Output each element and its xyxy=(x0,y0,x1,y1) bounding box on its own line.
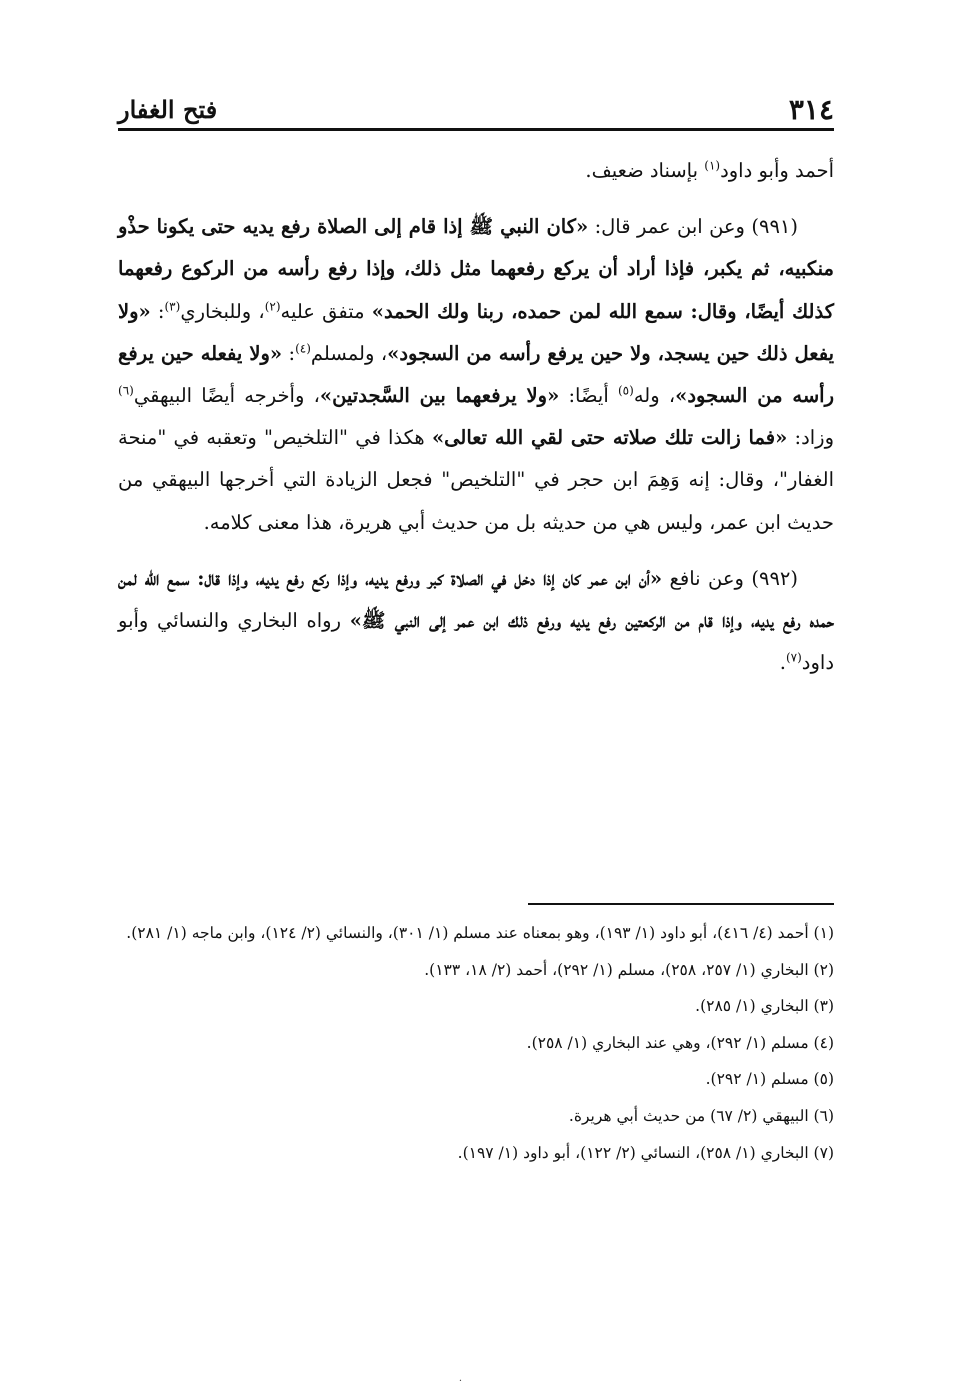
text-run: : xyxy=(282,341,296,365)
paragraph-continuation xyxy=(118,150,834,192)
hadith-quote: «ولا يرفعهما بين السَّجدتين» xyxy=(319,384,560,408)
text-run: أحمد وأبو داود xyxy=(720,159,834,182)
text-run: بإسناد ضعيف. xyxy=(585,159,705,182)
hadith-991 xyxy=(118,206,834,544)
footnote-7: (٧) البخاري (١/ ٢٥٨)، النسائي (٢/ ١٢٢)، أبو داود (١/ ١٩٧). xyxy=(457,1143,834,1162)
hadith-quote: «ولا يفعل ذلك حين يسجد، ولا حين يرفع رأسه من السجود» xyxy=(118,299,835,365)
footnote-3: (٣) البخاري (١/ ٢٨٥). xyxy=(695,997,834,1016)
footnote-ref: (٤) xyxy=(295,341,311,356)
text-run: أيضًا: xyxy=(559,384,618,408)
hadith-quote: «فما زالت تلك صلاته حتى لقي الله تعالى» xyxy=(431,426,788,450)
footnote-ref: (١) xyxy=(704,158,721,173)
footnote-ref: (٧) xyxy=(785,650,802,665)
footnote-separator xyxy=(528,903,834,905)
footnote-4: (٤) مسلم (١/ ٢٩٢)، وهي عند البخاري (١/ ٢٥٨). xyxy=(526,1033,834,1052)
running-title: فتح الغفار xyxy=(118,94,218,124)
main-text xyxy=(118,150,834,698)
footnote-ref: (٢) xyxy=(264,299,281,314)
text-run: (٩٩١) وعن ابن عمر قال: xyxy=(588,215,799,239)
footnote-5: (٥) مسلم (١/ ٢٩٢). xyxy=(705,1070,834,1089)
text-run: وزاد: xyxy=(787,426,834,450)
header-rule xyxy=(118,128,834,131)
hadith-quote: «كان النبي ﷺ إذا قام إلى الصلاة رفع يديه حتى يكونا حذْو منكبيه، ثم يكبر، فإذا أراد أن يركع رفعهما مثل ذلك، وإذا رفع رأسه من الركوع رفعهما كذلك أيضًا، وقال: سمع الله لمن حمده، ربنا ولك الحمد» xyxy=(118,215,834,323)
text-run: هكذا في "التلخيص" وتعقبه في "منحة الغفار"، وقال: إنه وَهِمَ ابن حجر في "التلخيص" فجعل الزيادة التي أخرجها البيهقي من حديث ابن عمر، وليس هي من حديثه بل من حديث أبي هريرة، هذا معنى كلامه. xyxy=(118,426,834,534)
footnote-2: (٢) البخاري (١/ ٢٥٧، ٢٥٨)، مسلم (١/ ٢٩٢)، أحمد (٢/ ١٨، ١٣٣). xyxy=(424,960,834,979)
footnote-ref: (٦) xyxy=(118,383,134,398)
footnotes-list xyxy=(118,915,834,1171)
text-run: ، وأخرجه أيضًا البيهقي xyxy=(133,384,320,408)
text-run: رواه البخاري والنسائي وأبو داود xyxy=(118,609,834,675)
footnote-6: (٦) البيهقي (٢/ ٦٧) من حديث أبي هريرة. xyxy=(568,1106,834,1125)
footnote-1: (١) أحمد (٤/ ٤١٦)، أبو داود (١/ ١٩٣)، وهو بمعناه عند مسلم (١/ ٣٠١)، والنسائي (٢/ ١٢٤)، وابن ماجه (١/ ٢٨١). xyxy=(126,924,834,942)
text-run: : xyxy=(150,299,165,323)
scan-mark: · xyxy=(458,1376,462,1387)
text-run: ، وللبخاري xyxy=(180,299,265,323)
page-header xyxy=(118,92,834,126)
footnote-ref: (٥) xyxy=(617,383,634,398)
text-run: متفق عليه xyxy=(280,299,372,323)
hadith-quote: «أن ابن عمر كان إذا دخل في الصلاة كبر ورفع يديه، وإذا ركع رفع يديه، وإذا قال: سمع الله لمن حمده رفع يديه، وإذا قام من الركعتين رفع يديه ورفع ذلك ابن عمر إلى النبي ﷺ» xyxy=(118,566,834,633)
hadith-quote: «ولا يفعله حين يرفع رأسه من السجود» xyxy=(118,341,834,408)
text-run: (٩٩٢) وعن نافع xyxy=(662,566,799,590)
page-number: ٣١٤ xyxy=(788,92,834,126)
text-run: . xyxy=(779,651,786,675)
text-run: ، ولمسلم xyxy=(310,341,388,365)
text-run: ، وله xyxy=(633,384,676,408)
hadith-992 xyxy=(118,558,834,685)
footnote-ref: (٣) xyxy=(164,299,181,314)
